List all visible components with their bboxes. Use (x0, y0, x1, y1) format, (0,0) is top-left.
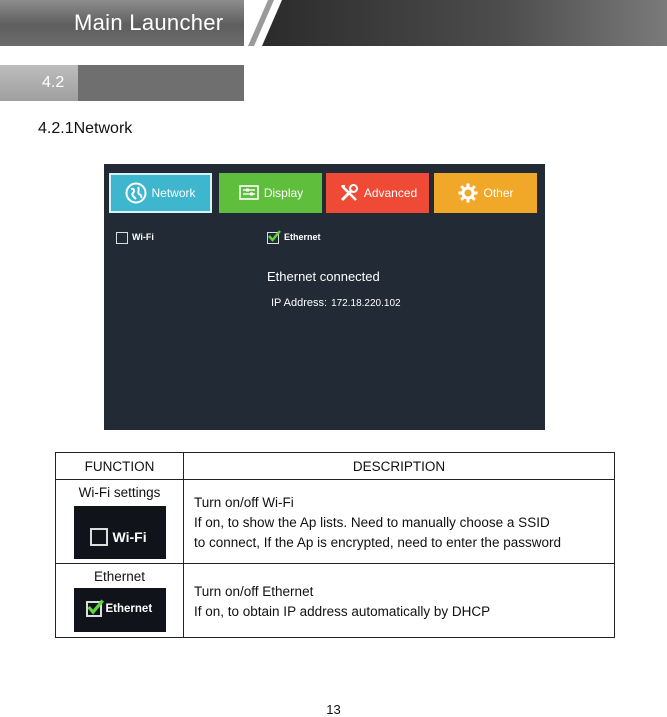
tab-network-label: Network (151, 186, 196, 200)
table-header-row (56, 453, 615, 480)
description-cell (184, 480, 615, 564)
ip-address-value: 172.18.220.102 (331, 298, 401, 309)
section-number: 4.2 (0, 65, 78, 101)
function-name: Wi-Fi settings (78, 485, 161, 500)
wifi-thumbnail (74, 506, 166, 559)
ethernet-checkbox-label: Ethernet (284, 232, 321, 242)
checkmark-icon (86, 598, 104, 616)
globe-icon (125, 182, 147, 204)
network-settings-screenshot (104, 164, 545, 430)
description-line: Turn on/off Wi-Fi (194, 495, 294, 510)
tab-display-label: Display (263, 186, 304, 200)
tab-network[interactable] (109, 173, 212, 213)
table-row (56, 564, 615, 638)
tab-advanced-label: Advanced (363, 186, 418, 200)
ethernet-thumbnail-label: Ethernet (105, 603, 153, 615)
description-column-header: DESCRIPTION (184, 453, 615, 480)
ethernet-thumbnail (74, 588, 166, 632)
description-line: If on, to show the Ap lists. Need to manually choose a SSID (194, 515, 550, 530)
description-line: If on, to obtain IP address automatically by DHCP (194, 604, 491, 619)
chapter-header (0, 0, 667, 46)
ip-address-label: IP Address: (271, 297, 328, 309)
checkmark-icon (267, 229, 281, 243)
display-settings-icon (238, 182, 260, 204)
wifi-checkbox[interactable] (116, 232, 128, 244)
function-name: Ethernet (93, 569, 146, 584)
ethernet-status: Ethernet connected (267, 269, 380, 284)
wifi-checkbox-label: Wi-Fi (132, 232, 154, 242)
section-subtitle: 4.2.1Network (38, 120, 133, 137)
description-line: to connect, If the Ap is encrypted, need to enter the password (194, 535, 561, 550)
page-number: 13 (326, 702, 341, 717)
tab-other-label: Other (483, 186, 514, 200)
function-table (55, 452, 615, 638)
tab-advanced[interactable] (326, 173, 429, 213)
section-bar (0, 65, 244, 101)
description-line: Turn on/off Ethernet (194, 584, 314, 599)
wifi-thumbnail-checkbox (90, 528, 108, 546)
tab-display[interactable] (219, 173, 322, 213)
chapter-title: Main Launcher (74, 10, 224, 35)
ethernet-checkbox[interactable] (267, 232, 279, 244)
function-cell (56, 564, 184, 638)
tab-other[interactable] (434, 173, 537, 213)
ip-address-row (271, 297, 401, 309)
function-column-header: FUNCTION (56, 453, 184, 480)
table-row (56, 480, 615, 564)
gear-icon (457, 182, 479, 204)
ethernet-thumbnail-checkbox (86, 601, 102, 617)
tools-icon (338, 182, 360, 204)
description-cell (184, 564, 615, 638)
wifi-thumbnail-label: Wi-Fi (112, 529, 147, 545)
function-cell (56, 480, 184, 564)
